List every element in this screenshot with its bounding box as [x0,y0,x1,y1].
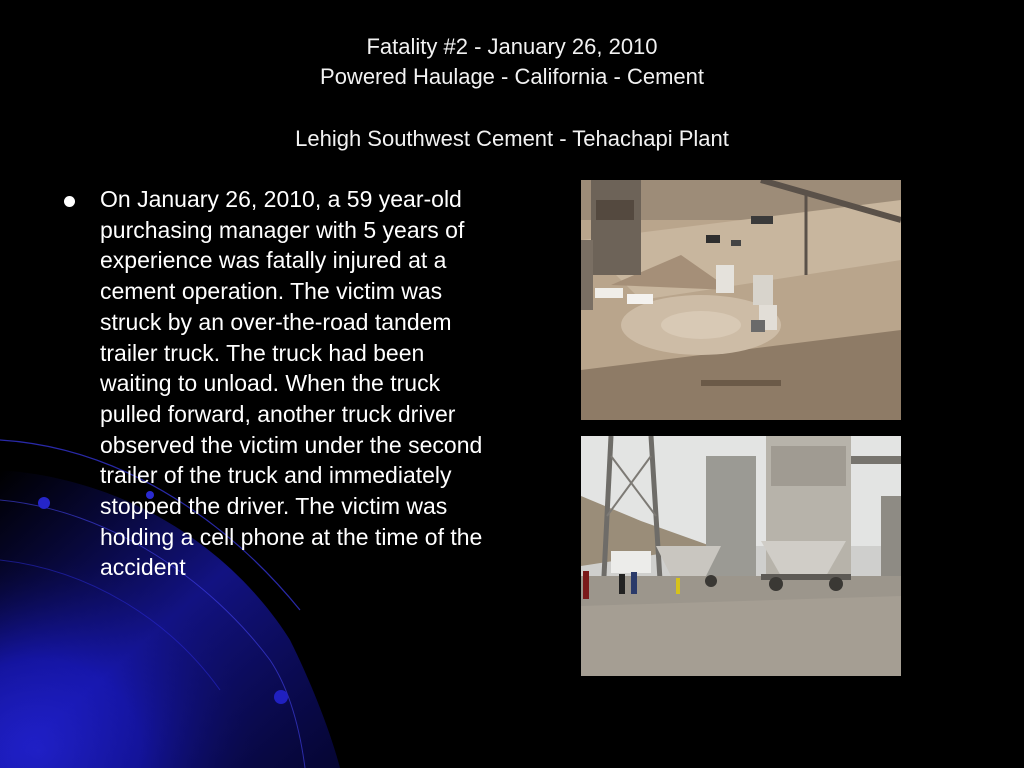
slide-title [0,32,1024,154]
bullet-list [64,184,494,583]
cement-silos-trailers-photo [581,436,901,676]
aerial-plant-site-photo [581,180,901,420]
title-line-1: Fatality #2 - January 26, 2010 [366,34,658,59]
title-line-2: Powered Haulage - California - Cement [320,64,704,89]
bullet-dot [64,196,75,207]
plant-subtitle: Lehigh Southwest Cement - Tehachapi Plant [295,126,729,151]
accident-description: On January 26, 2010, a 59 year-old purchasing manager with 5 years of experience was fatally injured at a cement operation. The victim was struck by an over-the-road tandem trailer truck. The truck had been waiting to unload. When the truck pulled forward, another truck driver observed the victim under the second trailer of the truck and immediately stopped the driver. The victim was holding a cell phone at the time of the accident [100,186,483,581]
